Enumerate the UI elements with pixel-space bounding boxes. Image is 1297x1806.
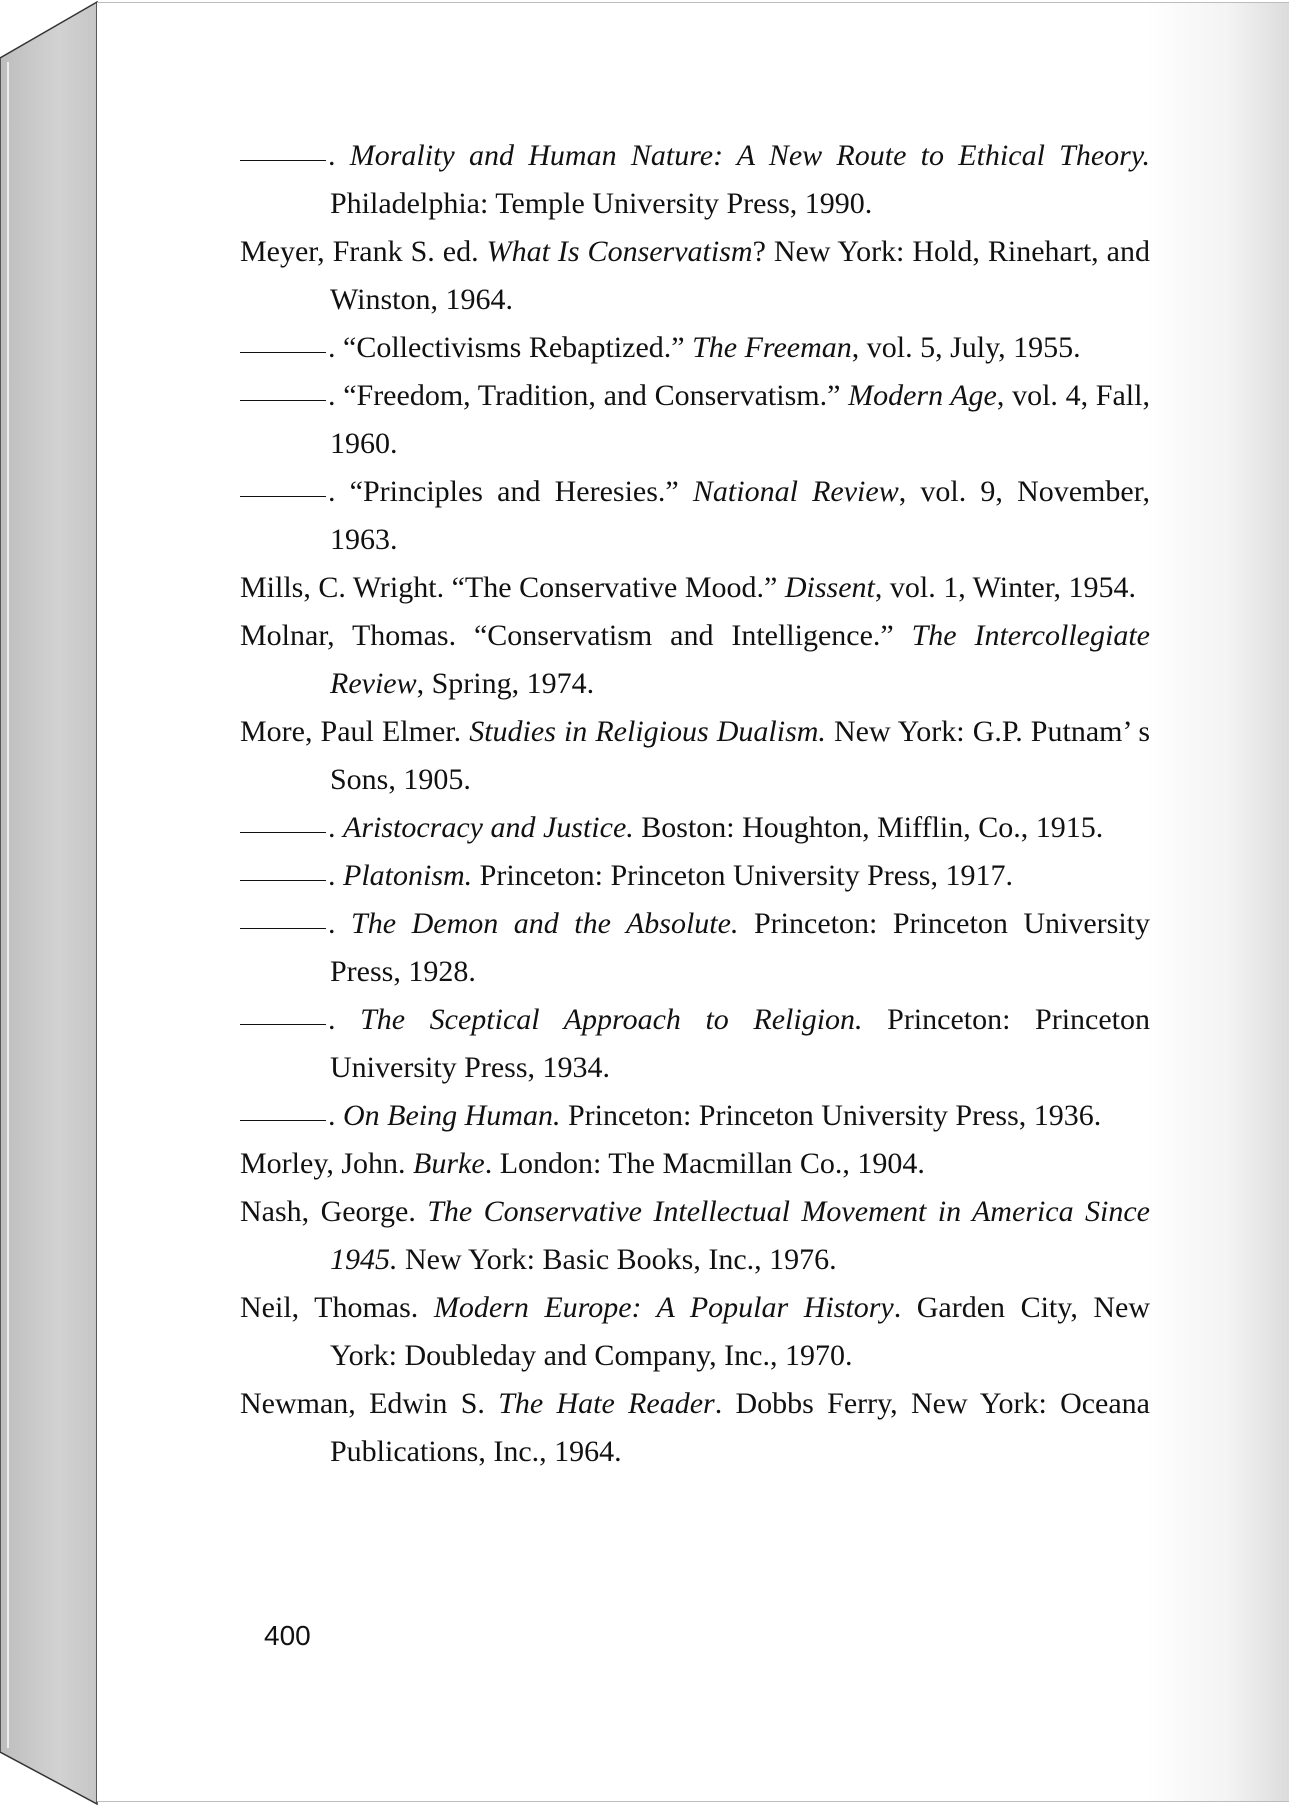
entry-text: New York: G.P. Putnam’ s Sons, 1905. [330,715,1150,796]
entry-text: New York: Basic Books, Inc., 1976. [397,1243,837,1276]
bibliography-entry [240,228,1150,324]
bibliography-entry [240,1284,1150,1380]
bibliography-entry [240,996,1150,1092]
bibliography-entry [240,708,1150,804]
entry-text: , vol. 5, July, 1955. [851,331,1081,364]
entry-text: . [328,907,352,940]
entry-text: “The Conservative Mood.” [451,571,785,604]
entry-text: . London: The Macmillan Co., 1904. [484,1147,925,1180]
entry-text: , Spring, 1974. [416,667,595,700]
ditto-dash [240,159,326,161]
entry-text: ? New York: Hold, Rinehart, and Winston, 1964. [330,235,1150,316]
bibliography-list [240,132,1150,1476]
entry-text: Princeton: Princeton University Press, 1936. [560,1099,1102,1132]
entry-title: The Demon and the Absolute. [351,907,739,940]
entry-author: Molnar, Thomas. [240,619,474,652]
entry-title: The Hate Reader [498,1387,715,1420]
entry-text: Princeton: Princeton University Press, 1917. [472,859,1013,892]
bibliography-entry [240,324,1150,372]
entry-title: The Sceptical Approach to Religion. [360,1003,863,1036]
entry-text: . “Principles and Heresies.” [328,475,693,508]
ditto-dash [240,831,326,833]
ditto-dash [240,879,326,881]
entry-title: The Intercollegiate Review [330,619,1150,700]
entry-author: Newman, Edwin S. [240,1387,499,1420]
entry-author: Neil, Thomas. [240,1291,434,1324]
entry-title: Morality and Human Nature: A New Route to Ethical Theory. [349,139,1150,172]
ditto-dash [240,399,326,401]
entry-text: “Conservatism and Intelligence.” [473,619,912,652]
entry-title: On Being Human. [343,1099,561,1132]
entry-text: , vol. 9, November, 1963. [330,475,1150,556]
ditto-dash [240,1023,326,1025]
entry-title: Modern Age [848,379,997,412]
entry-text: . [328,1099,343,1132]
page-number: 400 [264,1620,311,1651]
entry-text: . [328,1003,361,1036]
bibliography-entry [240,804,1150,852]
entry-title: The Freeman [692,331,852,364]
entry-text: . [328,859,343,892]
ditto-dash [240,1119,326,1121]
entry-text: Boston: Houghton, Mifflin, Co., 1915. [633,811,1104,844]
entry-author: Nash, George. [240,1195,428,1228]
entry-title: National Review [692,475,899,508]
entry-text: . Dobbs Ferry, New York: Oceana Publications, Inc., 1964. [330,1387,1150,1468]
bibliography-entry [240,852,1150,900]
bibliography-entry [240,132,1150,228]
entry-title: Studies in Religious Dualism. [469,715,826,748]
entry-title: Modern Europe: A Popular History [433,1291,894,1324]
entry-author: Mills, C. Wright. [240,571,452,604]
entry-author: More, Paul Elmer. [240,715,470,748]
entry-author: Meyer, Frank S. ed. [240,235,487,268]
entry-text: Princeton: Princeton University Press, 1934. [330,1003,1151,1084]
entry-text: Philadelphia: Temple University Press, 1990. [330,187,873,220]
entry-title: The Conservative Intellectual Movement in America Since 1945. [330,1195,1150,1276]
bibliography-entry [240,612,1150,708]
entry-title: Aristocracy and Justice. [343,811,634,844]
entry-author: Morley, John. [240,1147,414,1180]
entry-text: , vol. 1, Winter, 1954. [874,571,1137,604]
entry-text: . [328,811,343,844]
entry-text: . “Collectivisms Rebaptized.” [328,331,693,364]
entry-text: . “Freedom, Tradition, and Conservatism.” [328,379,849,412]
bibliography-entry [240,1092,1150,1140]
ditto-dash [240,927,326,929]
entry-text: . [328,139,350,172]
entry-text: . Garden City, New York: Doubleday and Company, Inc., 1970. [330,1291,1151,1372]
bibliography-entry [240,1140,1150,1188]
entry-title: Platonism. [343,859,473,892]
ditto-dash [240,351,326,353]
bibliography-entry [240,564,1150,612]
bibliography-entry [240,1380,1150,1476]
entry-title: Dissent [784,571,875,604]
bibliography-entry [240,1188,1150,1284]
entry-text: , vol. 4, Fall, 1960. [330,379,1150,460]
bibliography-entry [240,468,1150,564]
bibliography-entry [240,900,1150,996]
entry-text: Princeton: Princeton University Press, 1928. [330,907,1151,988]
entry-title: Burke [413,1147,485,1180]
entry-title: What Is Conservatism [486,235,753,268]
bibliography-entry [240,372,1150,468]
ditto-dash [240,495,326,497]
